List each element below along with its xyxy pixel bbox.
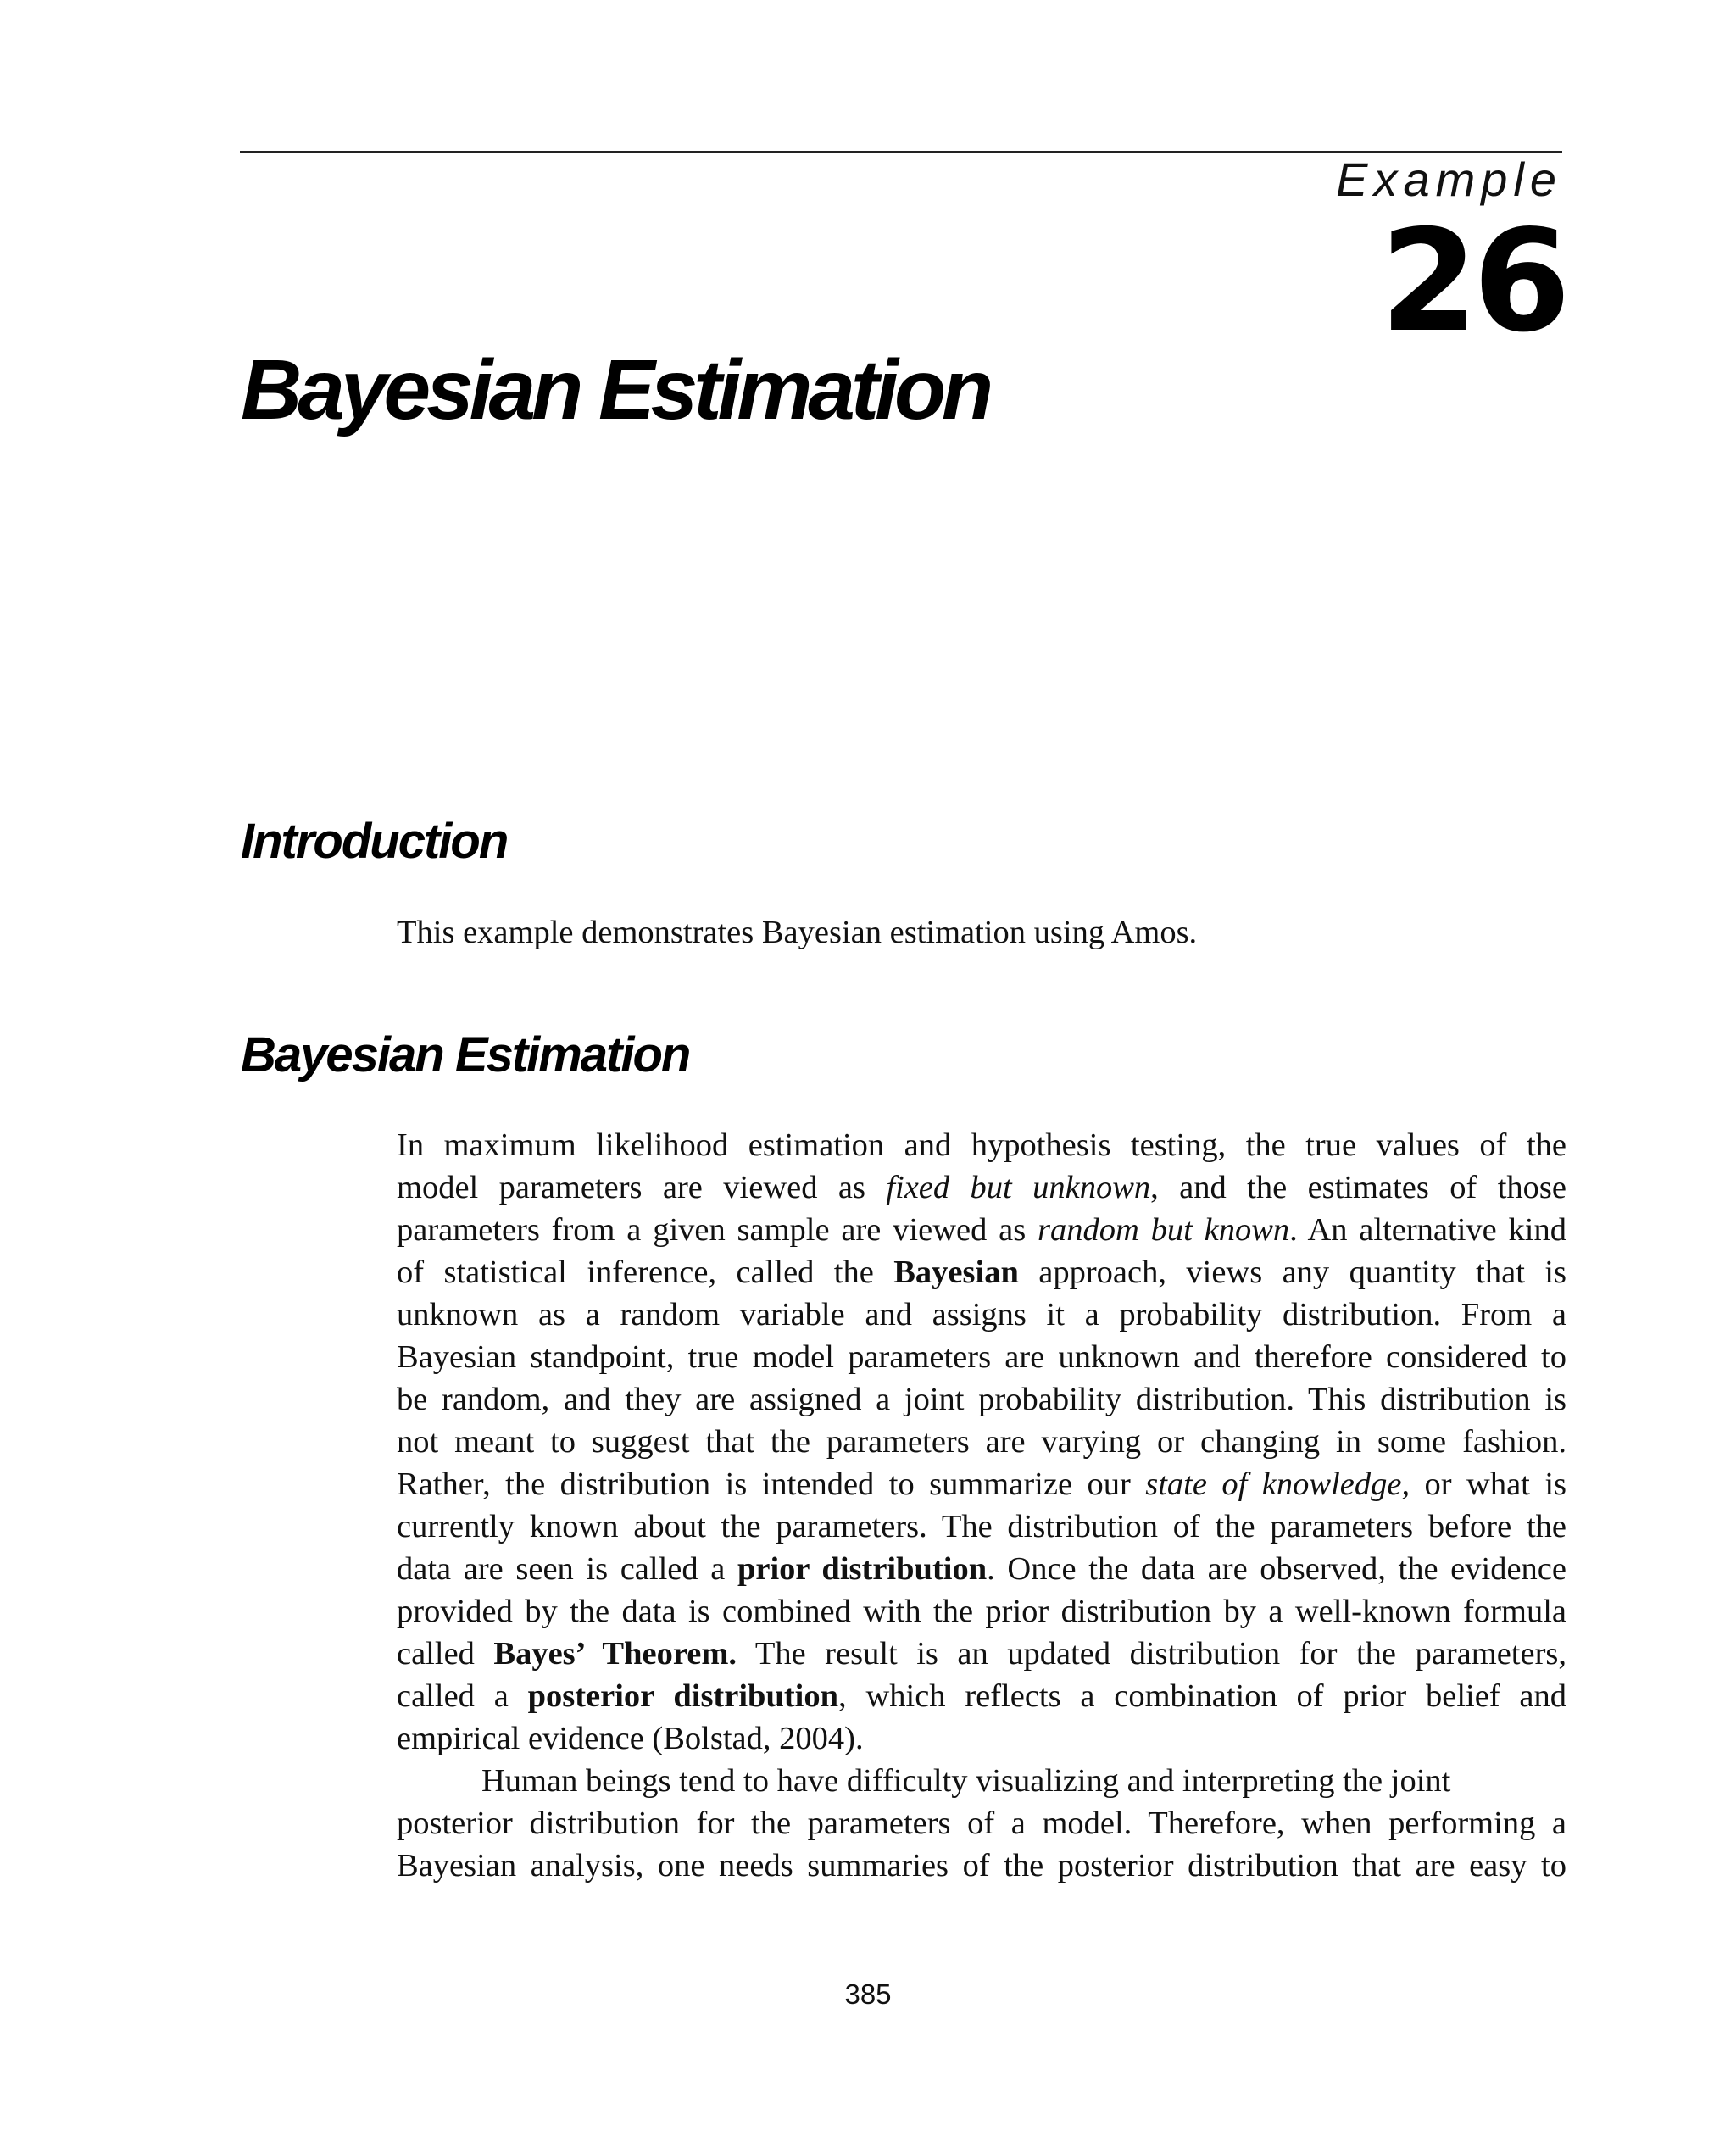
paragraph-line: called Bayes’ Theorem. The result is an updated distribution for the parameters, [397,1636,1566,1672]
introduction-text [397,911,1566,954]
example-number: 26 [1379,200,1566,364]
paragraph-line: In maximum likelihood estimation and hypothesis testing, the true values of the [397,1127,1566,1163]
paragraph-line: of statistical inference, called the Bayesian approach, views any quantity that is [397,1255,1566,1290]
term-posterior-distribution: posterior distribution [527,1678,839,1714]
section-heading-bayesian-estimation: Bayesian Estimation [241,1027,690,1082]
paragraph-line: parameters from a given sample are viewed as random but known. An alternative kind [397,1212,1566,1248]
section-heading-introduction: Introduction [241,814,508,869]
emphasis-fixed-but-unknown: fixed but unknown [886,1170,1151,1205]
paragraph-line: provided by the data is combined with the prior distribution by a well-known formula [397,1594,1566,1629]
paragraph-line: Bayesian standpoint, true model parameters are unknown and therefore considered to [397,1339,1566,1375]
paragraph-line: not meant to suggest that the parameters are varying or changing in some fashion. [397,1424,1566,1460]
paragraph-line: posterior distribution for the parameters of a model. Therefore, when performing a [397,1806,1566,1841]
term-bayes-theorem: Bayes’ Theorem. [493,1636,737,1672]
page-number: 385 [844,1978,892,2010]
paragraph-line: model parameters are viewed as fixed but unknown, and the estimates of those [397,1170,1566,1205]
paragraph-line: currently known about the parameters. The distribution of the parameters before the [397,1509,1566,1544]
paragraph-line: empirical evidence (Bolstad, 2004). [397,1721,864,1756]
paragraph-1 [397,1124,1566,1760]
term-bayesian: Bayesian [893,1255,1019,1290]
paragraph-2 [397,1760,1566,1887]
paragraph-line: called a posterior distribution, which reflects a combination of prior belief and [397,1678,1567,1714]
introduction-line: This example demonstrates Bayesian estimation using Amos. [397,915,1198,950]
paragraph-line: be random, and they are assigned a joint probability distribution. This distribution is [397,1382,1566,1417]
paragraph-line: Bayesian analysis, one needs summaries of the posterior distribution that are easy to [397,1848,1566,1883]
paragraph-line: data are seen is called a prior distribution. Once the data are observed, the evidence [397,1551,1566,1587]
paragraph-line: unknown as a random variable and assigns it a probability distribution. From a [397,1297,1566,1333]
chapter-title: Bayesian Estimation [241,342,990,437]
paragraph-line: Rather, the distribution is intended to summarize our state of knowledge, or what is [397,1466,1566,1502]
paragraph-line: Human beings tend to have difficulty visualizing and interpreting the joint [481,1763,1451,1799]
emphasis-state-of-knowledge: state of knowledge, [1145,1466,1410,1502]
example-label: Example [1336,153,1562,206]
term-prior-distribution: prior distribution [737,1551,988,1587]
emphasis-random-but-known: random but known [1038,1212,1290,1248]
